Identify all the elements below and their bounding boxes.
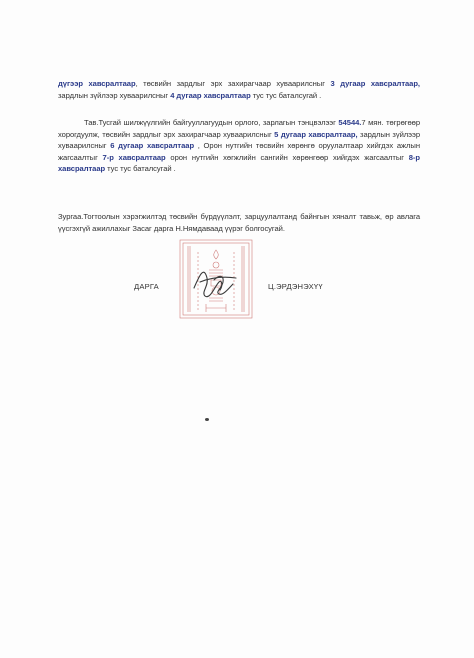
body-text: тус тус баталсугай . xyxy=(105,164,176,173)
body-text: 7 мян. төгрөгөөр хорогдуулж, төсвийн зардлыг эрх захирагчаар хуваарилсныг xyxy=(58,118,421,139)
official-seal-stamp xyxy=(176,236,256,322)
bold-text: 6 дугаар хавсралтаар xyxy=(110,141,195,150)
body-text: зардлын зүйлээр хуваарилсныг xyxy=(58,90,171,100)
signature-line xyxy=(0,282,474,296)
body-text: , төсвийн зардлыг эрх захирагчаар хуваарилсныг xyxy=(135,79,331,88)
signatory-title: ДАРГА xyxy=(134,282,159,291)
paragraph-five xyxy=(58,117,420,175)
bold-text: 54544. xyxy=(338,118,362,127)
body-text: Тав.Тусгай шилжүүлгийн байгууллагуудын орлого, зарлагын тэнцвэлээг xyxy=(84,118,339,127)
body-text: Зургаа.Тогтоолын хэрэгжилтэд төсвийн бүрдүүлэлт, зарцуулалтанд байнгын хяналт тавьж, өр авлага үүсгэхгүй ажиллахыг Засаг дарга Н.Нямдаваад үүрэг болгосугай. xyxy=(58,212,420,233)
ink-speck xyxy=(205,418,209,421)
body-text: тус тус баталсугай . xyxy=(250,90,322,100)
bold-text: 8-р хавсралтаар xyxy=(58,152,420,173)
bold-text: дүгээр хавсралтаар xyxy=(58,79,136,88)
bold-text: 5 дугаар хавсралтаар, xyxy=(274,129,358,139)
bold-text: 3 дугаар хавсралтаар, xyxy=(330,79,420,88)
signatory-name: Ц.ЭРДЭНЭХҮҮ xyxy=(268,282,323,291)
bold-text: 7-р хавсралтаар xyxy=(102,152,166,162)
body-text: орон нутгийн хөгжлийн сангийн хөрөнгөөр хийгдэх жагсаалтыг xyxy=(165,152,409,162)
bold-text: 4 дугаар хавсралтаар xyxy=(170,90,251,100)
paragraph-six xyxy=(58,211,420,234)
body-text: зардлын зүйлээр хуваарилсныг xyxy=(58,129,420,150)
body-text: , Орон нутгийн төсвийн хөрөнгө оруулалтаар хийгдэх ажлын жагсаалтыг xyxy=(58,141,420,162)
paragraph-four-continued xyxy=(58,78,420,101)
